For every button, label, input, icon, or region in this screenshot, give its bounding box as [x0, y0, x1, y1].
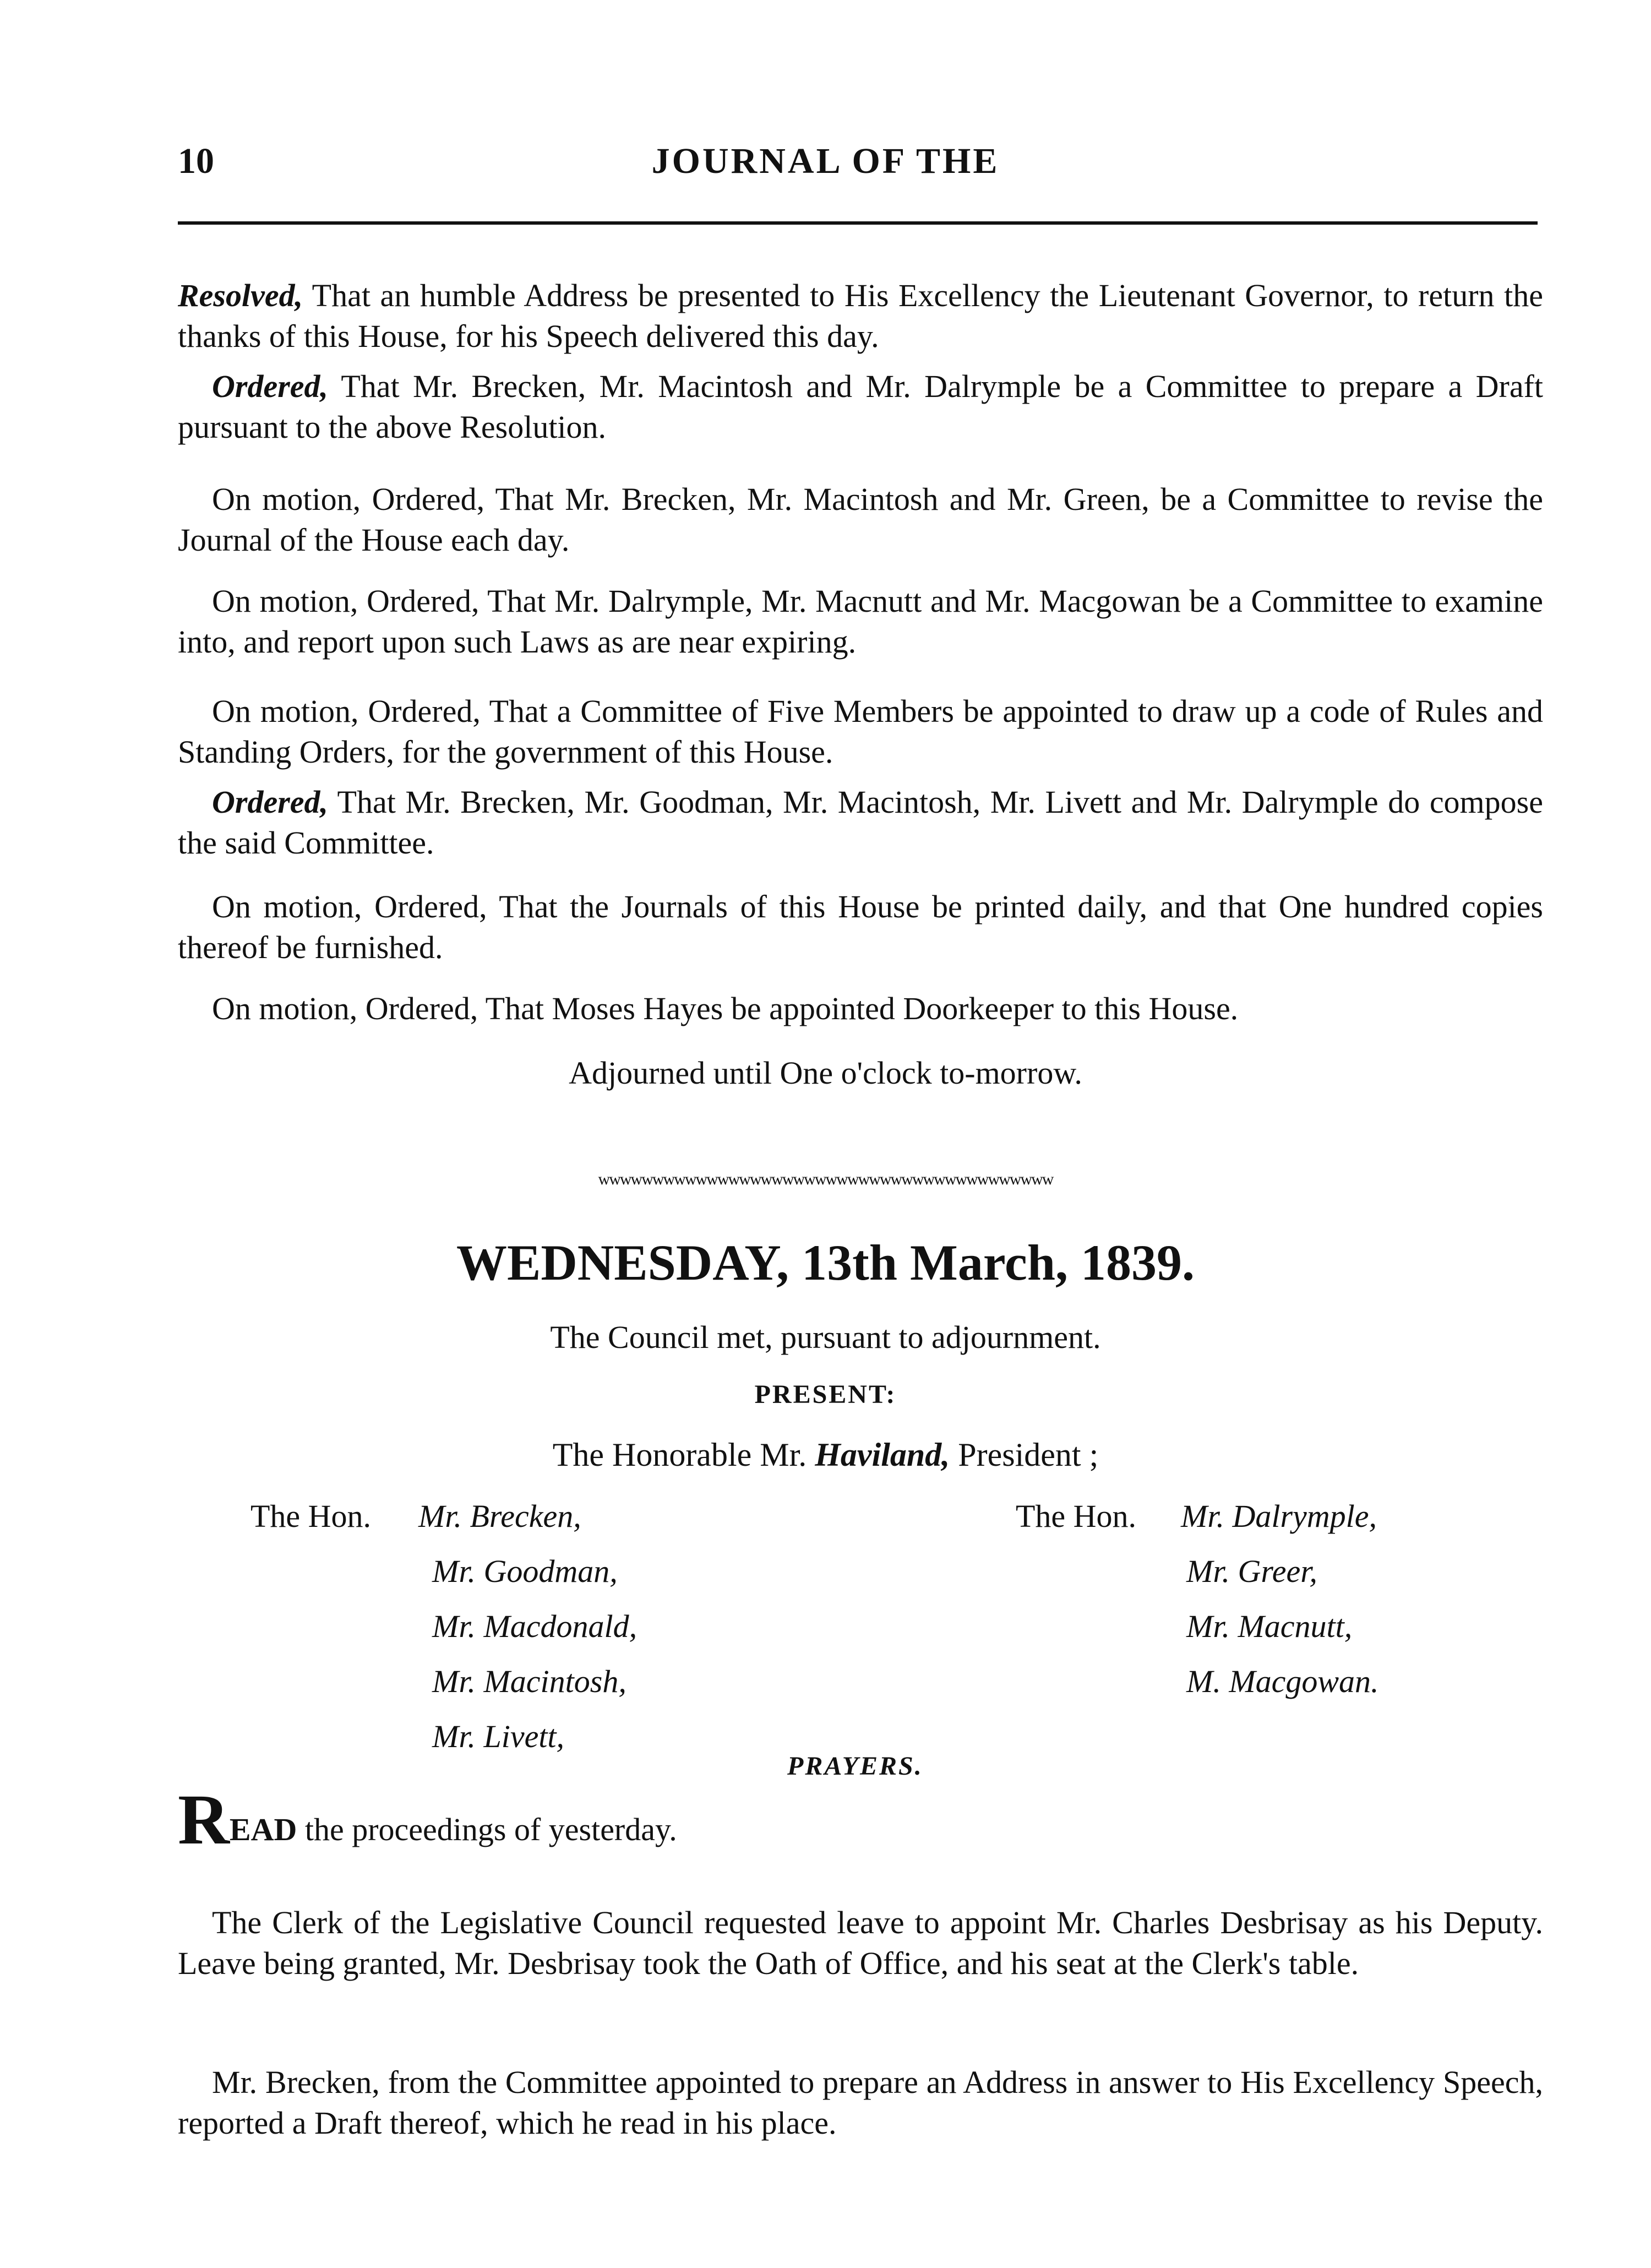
- resolution-paragraph: [178, 275, 1543, 357]
- ordered-lead: Ordered,: [212, 368, 329, 404]
- journals-printed-paragraph: [178, 886, 1543, 968]
- drop-cap-r: R: [178, 1780, 230, 1859]
- member-dalrymple: Mr. Dalrymple,: [1181, 1498, 1377, 1534]
- ordered-draft-paragraph: [178, 366, 1543, 448]
- read-proceedings-line: [178, 1780, 1543, 1859]
- doorkeeper-paragraph: [178, 988, 1543, 1029]
- left-hon-title: The Hon.: [250, 1498, 372, 1534]
- read-rest: the proceedings of yesterday.: [297, 1812, 677, 1847]
- right-hon-title: The Hon.: [1016, 1498, 1137, 1534]
- clerk-paragraph: The Clerk of the Legislative Council requested leave to appoint Mr. Charles Desbrisay as his Deputy. Leave being granted, Mr. Desbrisay took the Oath of Office, and his seat at the Clerk's table.: [178, 1905, 1543, 1981]
- member-macnutt: Mr. Macnutt,: [1186, 1608, 1353, 1644]
- read-caps: EAD: [229, 1812, 297, 1847]
- resolved-text: That an humble Address be presented to His Excellency the Lieutenant Governor, to return the thanks of this House, for his Speech delivered this day.: [178, 278, 1543, 354]
- member-greer: Mr. Greer,: [1186, 1553, 1317, 1589]
- president-name: Haviland,: [815, 1437, 950, 1473]
- section-ornament: wwwwwwwwwwwwwwwwwwwwwwwwwwwwwwwwwwwwwwwwww: [598, 1170, 1053, 1188]
- ordered-lead-2: Ordered,: [212, 784, 329, 820]
- adjourned-line: Adjourned until One o'clock to-morrow.: [569, 1055, 1082, 1091]
- brecken-report-paragraph: Mr. Brecken, from the Committee appointed to prepare an Address in answer to His Excellency Speech, reported a Draft thereof, which he read in his place.: [178, 2064, 1543, 2141]
- day-heading: WEDNESDAY, 13th March, 1839.: [456, 1234, 1195, 1291]
- running-title: JOURNAL OF THE: [651, 141, 1000, 181]
- president-prefix: The Honorable Mr.: [552, 1437, 815, 1473]
- member-brecken: Mr. Brecken,: [418, 1498, 581, 1534]
- journal-committee-text: On motion, Ordered, That Mr. Brecken, Mr. Macintosh and Mr. Green, be a Committee to revise the Journal of the House each day.: [178, 481, 1543, 558]
- doorkeeper-text: On motion, Ordered, That Moses Hayes be appointed Doorkeeper to this House.: [212, 991, 1239, 1026]
- journal-committee-paragraph: [178, 479, 1543, 561]
- member-livett: Mr. Livett,: [432, 1718, 565, 1754]
- page-number: 10: [178, 141, 214, 181]
- laws-committee-paragraph: [178, 581, 1543, 662]
- president-suffix: President ;: [950, 1437, 1099, 1473]
- prayers-label: PRAYERS.: [787, 1752, 923, 1781]
- member-macdonald: Mr. Macdonald,: [432, 1608, 637, 1644]
- member-goodman: Mr. Goodman,: [432, 1553, 618, 1589]
- journals-printed-text: On motion, Ordered, That the Journals of this House be printed daily, and that One hundred copies thereof be furnished.: [178, 889, 1543, 965]
- present-label: PRESENT:: [754, 1380, 897, 1409]
- rules-committee-paragraph: [178, 691, 1543, 773]
- resolved-lead: Resolved,: [178, 278, 303, 313]
- committee-members-paragraph: [178, 782, 1543, 863]
- rules-committee-text: On motion, Ordered, That a Committee of Five Members be appointed to draw up a code of Rules and Standing Orders, for the government of this House.: [178, 693, 1543, 770]
- council-met-line: The Council met, pursuant to adjournment.: [550, 1319, 1101, 1355]
- president-line: [0, 1436, 1651, 1474]
- header-rule: [178, 221, 1538, 225]
- ordered-draft-text: That Mr. Brecken, Mr. Macintosh and Mr. Dalrymple be a Committee to prepare a Draft pursuant to the above Resolution.: [178, 368, 1543, 445]
- member-macintosh: Mr. Macintosh,: [432, 1663, 626, 1699]
- member-macgowan: M. Macgowan.: [1186, 1663, 1379, 1699]
- committee-members-text: That Mr. Brecken, Mr. Goodman, Mr. Macintosh, Mr. Livett and Mr. Dalrymple do compose the said Committee.: [178, 784, 1543, 861]
- laws-committee-text: On motion, Ordered, That Mr. Dalrymple, Mr. Macnutt and Mr. Macgowan be a Committee to examine into, and report upon such Laws as are near expiring.: [178, 583, 1543, 660]
